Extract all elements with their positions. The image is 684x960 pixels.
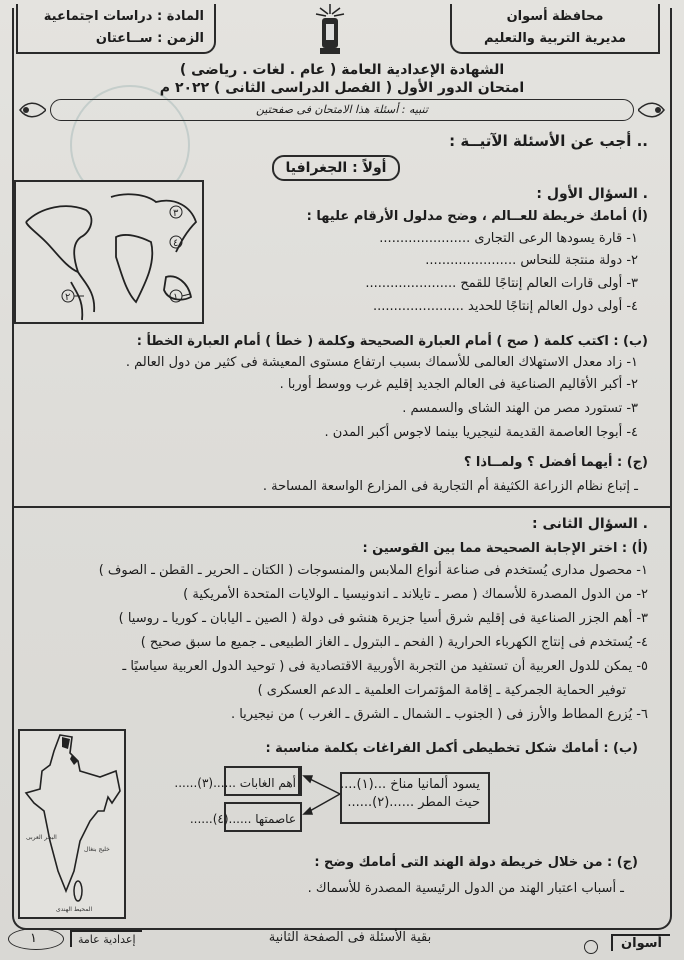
label-bay-of-bengal: خليج بنغال: [84, 846, 110, 853]
label-indian-ocean: المحيط الهندى: [56, 906, 93, 913]
q2-a-item-cont: توفير الحماية الجمركية ـ إقامة المؤتمرات العلمية ـ الدعم العسكرى ): [257, 683, 626, 698]
q1-title: . السؤال الأول :: [536, 186, 648, 202]
q1-b-prompt: (ب) : اكتب كلمة ( صح ) أمام العبارة الصحيحة وكلمة ( خطأ ) أمام العبارة الخطأ :: [136, 334, 648, 349]
page-number: ١: [30, 931, 37, 946]
directorate-label: مديرية التربية والتعليم: [483, 31, 627, 46]
label-arabian-sea: البحر العربى: [26, 834, 57, 841]
continue-note: بقية الأسئلة فى الصفحة الثانية: [268, 930, 432, 945]
exam-notice: تنبيه : أسئلة هذا الامتحان فى صفحتين: [50, 99, 634, 121]
q1-c-item: ـ إتباع نظام الزراعة الكثيفة أم التجارية فى المزارع الواسعة المساحة .: [262, 479, 638, 494]
world-map: [14, 180, 204, 324]
india-map-outline-icon: [20, 731, 124, 917]
time-label: الزمن : ســاعتان: [95, 31, 204, 46]
q1-b-item: ٣- تستورد مصر من الهند الشاى والسمسم .: [402, 401, 638, 416]
subject-label: المادة : دراسات اجتماعية: [43, 9, 204, 24]
diagram-target1-label: أهم الغابات ......(٣)......: [174, 776, 296, 790]
diagram-arrows-icon: [302, 770, 342, 820]
q2-a-item: ٥- يمكن للدول العربية أن تستفيد من التجربة الأوربية الاقتصادية فى ( توحيد الدول العربية سياسيًا ـ: [122, 659, 648, 674]
q1-c-prompt: (ج) : أيهما أفضل ؟ ولمــاذا ؟: [463, 455, 648, 470]
map-marker-2: ٢: [65, 292, 71, 303]
q1-b-item: ٤- أبوجا العاصمة القديمة لنيجيريا بينما لاجوس أكبر المدن .: [324, 425, 638, 440]
diagram-source-line1: يسود ألمانيا مناخ ...(١)....: [340, 777, 480, 792]
city-label: أسوان: [611, 934, 670, 951]
q2-b-prompt: (ب) : أمامك شكل تخطيطى أكمل الفراغات بكلمة مناسبة :: [265, 741, 638, 756]
egypt-eagle-emblem-icon: [312, 2, 348, 58]
diagram-target2-label: عاصمتها ......(٤)......: [189, 812, 296, 826]
q2-title: . السؤال الثانى :: [531, 516, 648, 532]
q2-a-item: ١- محصول مدارى يُستخدم فى صناعة أنواع الملابس والمنسوجات ( الكتان ـ الحرير ـ القطن ـ الصوف ): [98, 563, 648, 578]
q2-a-item: ٣- أهم الجزر الصناعية فى إقليم شرق أسيا جزيرة هنشو فى دولة ( الصين ـ اليابان ـ كوريا ـ روسيا ): [118, 611, 648, 626]
map-marker-4: ٤: [173, 238, 179, 249]
governorate-label: محافظة أسوان: [506, 9, 604, 24]
diagram-source-box: [340, 772, 490, 824]
q1-a-prompt: (أ) أمامك خريطة للعــالم ، وضح مدلول الأرقام عليها :: [306, 209, 648, 224]
q2-a-item: ٦- يُزرع المطاط والأرز فى ( الجنوب ـ الشمال ـ الشرق ـ الغرب ) من نيجيريا .: [230, 707, 648, 722]
q1-a-item: ٣- أولى قارات العالم إنتاجًا للقمح ......................: [365, 276, 638, 291]
section-title-geography: أولاً : الجغرافيا: [272, 155, 400, 181]
section-divider: [14, 506, 670, 508]
map-marker-1: ١: [173, 292, 179, 303]
q1-a-item: ٤- أولى دول العالم إنتاجًا للحديد ......................: [372, 299, 638, 314]
header-directorate-box: [450, 4, 660, 54]
diagram-source-line2: حيث المطر ......(٢)......: [347, 795, 480, 810]
exam-title: امتحان الدور الأول ( الفصل الدراسى الثانى ) ٢٠٢٢ م: [159, 80, 525, 96]
india-map: [18, 729, 126, 919]
header-subject-box: [16, 4, 216, 54]
map-marker-3: ٣: [173, 208, 179, 219]
q2-a-item: ٤- يُستخدم فى إنتاج الكهرباء الحرارية ( الفحم ـ البترول ـ الغاز الطبيعى ـ جميع ما سبق صحيح ): [140, 635, 648, 650]
ornament-left-icon: [18, 98, 46, 122]
q2-c-item: ـ أسباب اعتبار الهند من الدول الرئيسية المصدرة للأسماك .: [307, 881, 624, 896]
q2-c-prompt: (ج) : من خلال خريطة دولة الهند التى أمامك وضح :: [314, 855, 638, 870]
q1-a-item: ١- قارة يسودها الرعى التجارى ......................: [379, 231, 638, 246]
q2-a-item: ٢- من الدول المصدرة للأسماك ( مصر ـ تايلاند ـ اندونيسيا ـ الولايات المتحدة الأمريكية ): [183, 587, 648, 602]
q1-b-item: ٢- أكبر الأقاليم الصناعية فى العالم الجديد إقليم غرب ووسط أوربا .: [279, 377, 638, 392]
level-label: إعدادية عامة: [70, 930, 142, 947]
city-circle-icon: [584, 940, 598, 954]
certificate-title: الشهادة الإعدادية العامة ( عام . لغات . رياضى ): [179, 62, 505, 78]
instructions: .. أجب عن الأسئلة الآتيــة :: [449, 132, 648, 150]
q1-b-item: ١- زاد معدل الاستهلاك العالمى للأسماك بسبب ارتفاع مستوى المعيشة فى كثير من دول العالم .: [125, 355, 638, 370]
world-map-outline-icon: [16, 182, 202, 322]
ornament-right-icon: [638, 98, 666, 122]
q2-a-prompt: (أ) : اختر الإجابة الصحيحة مما بين القوسين :: [362, 541, 648, 556]
q1-a-item: ٢- دولة منتجة للنحاس ......................: [425, 253, 638, 268]
